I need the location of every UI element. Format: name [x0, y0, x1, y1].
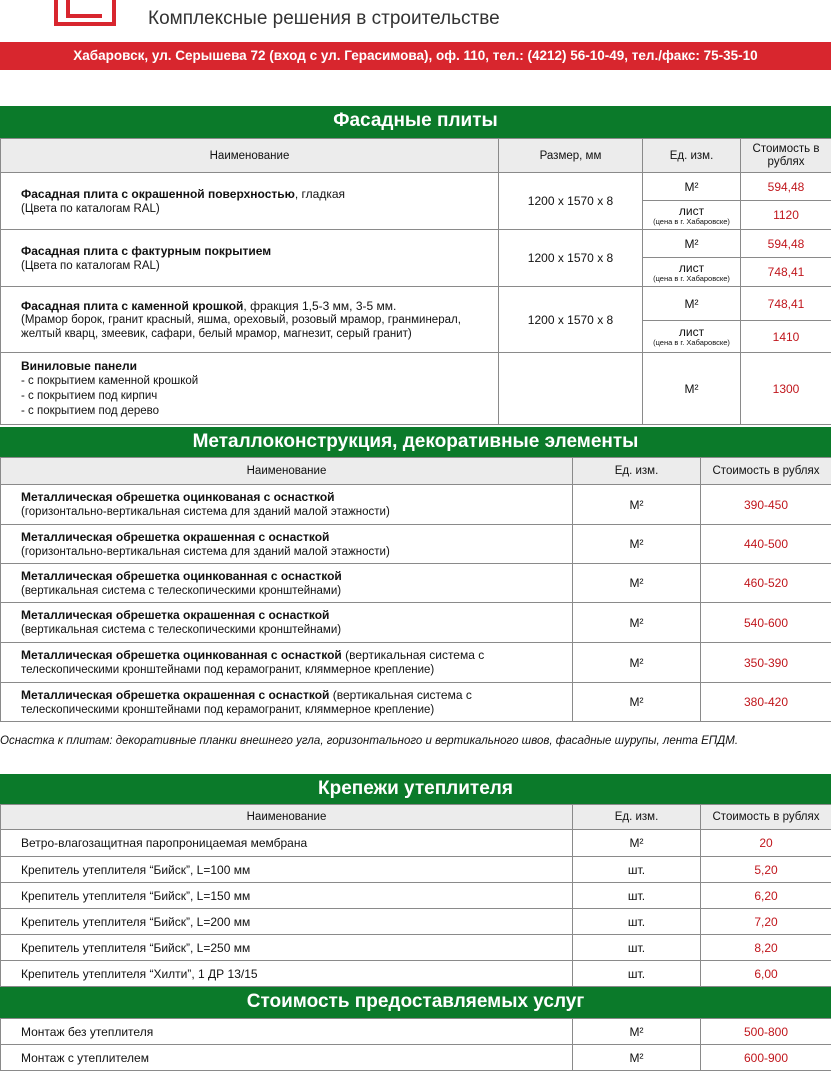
product-description: (Цвета по каталогам RAL) — [21, 259, 160, 272]
vinyl-option: - с покрытием каменной крошкой — [21, 375, 199, 387]
vinyl-option: - с покрытием под дерево — [21, 405, 160, 417]
unit-sheet-label: лист — [678, 203, 705, 218]
header-price: Стоимость в рублях — [701, 805, 831, 830]
price: 440-500 — [701, 525, 831, 564]
price-m2: 748,41 — [741, 287, 831, 321]
product-name: Фасадная плита с окрашенной поверхностью — [21, 186, 295, 201]
table-row: Крепитель утеплителя “Бийск”, L=150 мм — [1, 883, 573, 909]
price-m2: 594,48 — [741, 173, 831, 201]
price: 350-390 — [701, 643, 831, 683]
unit: М² — [573, 830, 701, 857]
table-row — [1, 683, 573, 722]
table-row: Монтаж с утеплителем — [1, 1045, 573, 1071]
table-row — [1, 603, 573, 643]
header-name: Наименование — [1, 458, 573, 485]
table-row — [1, 485, 573, 525]
product-size: 1200 х 1570 х 8 — [499, 230, 643, 287]
product-name-rest: , гладкая — [294, 186, 346, 201]
unit-sheet — [643, 201, 741, 230]
table-row — [1, 525, 573, 564]
table-row — [1, 564, 573, 603]
unit-sheet — [643, 321, 741, 353]
product-description: (Цвета по каталогам RAL) — [21, 202, 160, 215]
product-name: Фасадная плита с фактурным покрытием — [21, 243, 272, 258]
price: 5,20 — [701, 857, 831, 883]
services-table — [0, 1018, 831, 1071]
unit-sheet-note: (цена в г. Хабаровске) — [653, 273, 730, 283]
unit: шт. — [573, 883, 701, 909]
fittings-note: Оснастка к плитам: декоративные планки внешнего угла, горизонтального и вертикального швов, фасадные шурупы, лента ЕПДМ. — [0, 735, 739, 747]
product-name-rest: , фракция 1,5-3 мм, 3-5 мм. — [243, 298, 397, 313]
product-name: Фасадная плита с каменной крошкой — [21, 298, 244, 313]
unit-sheet-label: лист — [678, 260, 705, 275]
logo-mark — [66, 0, 102, 18]
product-name-rest: (вертикальная система с — [341, 648, 485, 662]
unit: М² — [573, 603, 701, 643]
vinyl-option: - с покрытием под кирпич — [21, 390, 158, 402]
unit: шт. — [573, 961, 701, 987]
header-price: Стоимость в рублях — [701, 458, 831, 485]
product-name: Металлическая обрешетка окрашенная с оснасткой — [21, 608, 330, 622]
unit: М² — [573, 564, 701, 603]
header-unit: Ед. изм. — [643, 139, 741, 173]
price: 390-450 — [701, 485, 831, 525]
price: 8,20 — [701, 935, 831, 961]
header-size: Размер, мм — [499, 139, 643, 173]
unit: М² — [573, 643, 701, 683]
unit: М² — [573, 1019, 701, 1045]
table-row: Крепитель утеплителя “Бийск”, L=100 мм — [1, 857, 573, 883]
header-name: Наименование — [1, 805, 573, 830]
price-m2: 594,48 — [741, 230, 831, 258]
company-tagline: Комплексные решения в строительстве — [148, 8, 500, 29]
company-logo — [54, 0, 116, 26]
empty-cell — [499, 353, 643, 425]
product-name: Металлическая обрешетка оцинкованная с оснасткой — [21, 568, 342, 583]
facade-table — [0, 138, 831, 425]
unit-sheet — [643, 258, 741, 287]
product-name: Металлическая обрешетка оцинкованая с оснасткой — [21, 490, 335, 504]
unit-m2: М² — [643, 287, 741, 321]
table-row: Крепитель утеплителя “Хилти”, 1 ДР 13/15 — [1, 961, 573, 987]
table-row: Монтаж без утеплителя — [1, 1019, 573, 1045]
price-m2: 1300 — [741, 353, 831, 425]
product-description: (горизонтально-вертикальная система для зданий малой этажности) — [21, 506, 390, 518]
product-name: Виниловые панели — [21, 359, 137, 373]
price: 460-520 — [701, 564, 831, 603]
product-description: телескопическими кронштейнами под керамогранит, кляммерное крепление) — [21, 664, 435, 676]
price: 20 — [701, 830, 831, 857]
price: 500-800 — [701, 1019, 831, 1045]
unit-sheet-note: (цена в г. Хабаровске) — [653, 338, 730, 347]
section-title-services: Стоимость предоставляемых услуг — [0, 987, 831, 1018]
price: 600-900 — [701, 1045, 831, 1071]
product-description: (вертикальная система с телескопическими кронштейнами) — [21, 584, 342, 597]
address-bar: Хабаровск, ул. Серышева 72 (вход с ул. Герасимова), оф. 110, тел.: (4212) 56-10-49, тел./факс: 75-35-10 — [0, 42, 831, 70]
table-row-vinyl — [1, 353, 499, 425]
price: 540-600 — [701, 603, 831, 643]
page-header — [0, 0, 831, 42]
product-name: Металлическая обрешетка оцинкованная с оснасткой — [21, 648, 342, 662]
table-row — [1, 173, 499, 230]
price: 6,00 — [701, 961, 831, 987]
price: 7,20 — [701, 909, 831, 935]
price-sheet: 748,41 — [741, 258, 831, 287]
price: 380-420 — [701, 683, 831, 722]
header-price: Стоимость в рублях — [741, 139, 831, 173]
header-name: Наименование — [1, 139, 499, 173]
section-title-metal: Металлоконструкция, декоративные элементы — [0, 427, 831, 457]
header-unit: Ед. изм. — [573, 458, 701, 485]
metal-table — [0, 457, 831, 722]
table-row: Крепитель утеплителя “Бийск”, L=250 мм — [1, 935, 573, 961]
product-name: Металлическая обрешетка окрашенная с оснасткой — [21, 687, 330, 702]
product-description: (горизонтально-вертикальная система для зданий малой этажности) — [21, 545, 390, 558]
table-row — [1, 230, 499, 287]
table-row: Ветро-влагозащитная паропроницаемая мембрана — [1, 830, 573, 857]
product-description: телескопическими кронштейнами под керамогранит, кляммерное крепление) — [21, 703, 435, 716]
unit-m2: М² — [643, 353, 741, 425]
product-name: Металлическая обрешетка окрашенная с оснасткой — [21, 529, 330, 544]
unit: шт. — [573, 935, 701, 961]
product-size: 1200 х 1570 х 8 — [499, 287, 643, 353]
product-description: (Мрамор борок, гранит красный, яшма, ореховый, розовый мрамор, гранминерал, желтый кварц, змеевик, сафари, белый мрамор, магнезит, серый гранит) — [21, 313, 461, 340]
unit: М² — [573, 683, 701, 722]
table-row — [1, 643, 573, 683]
unit-m2: М² — [643, 173, 741, 201]
price-sheet: 1120 — [741, 201, 831, 230]
header-unit: Ед. изм. — [573, 805, 701, 830]
unit-sheet-note: (цена в г. Хабаровске) — [653, 216, 730, 226]
table-row: Крепитель утеплителя “Бийск”, L=200 мм — [1, 909, 573, 935]
unit-m2: М² — [643, 230, 741, 258]
unit: шт. — [573, 857, 701, 883]
fasteners-table — [0, 804, 831, 987]
product-name-rest: (вертикальная система с — [329, 687, 472, 702]
unit-sheet-label: лист — [678, 325, 705, 339]
section-title-facade: Фасадные плиты — [0, 106, 831, 138]
unit: М² — [573, 525, 701, 564]
table-row — [1, 287, 499, 353]
unit: шт. — [573, 909, 701, 935]
product-description: (вертикальная система с телескопическими кронштейнами) — [21, 624, 342, 636]
section-title-fasteners: Крепежи утеплителя — [0, 774, 831, 804]
unit: М² — [573, 1045, 701, 1071]
product-size: 1200 х 1570 х 8 — [499, 173, 643, 230]
price-sheet: 1410 — [741, 321, 831, 353]
price: 6,20 — [701, 883, 831, 909]
unit: М² — [573, 485, 701, 525]
